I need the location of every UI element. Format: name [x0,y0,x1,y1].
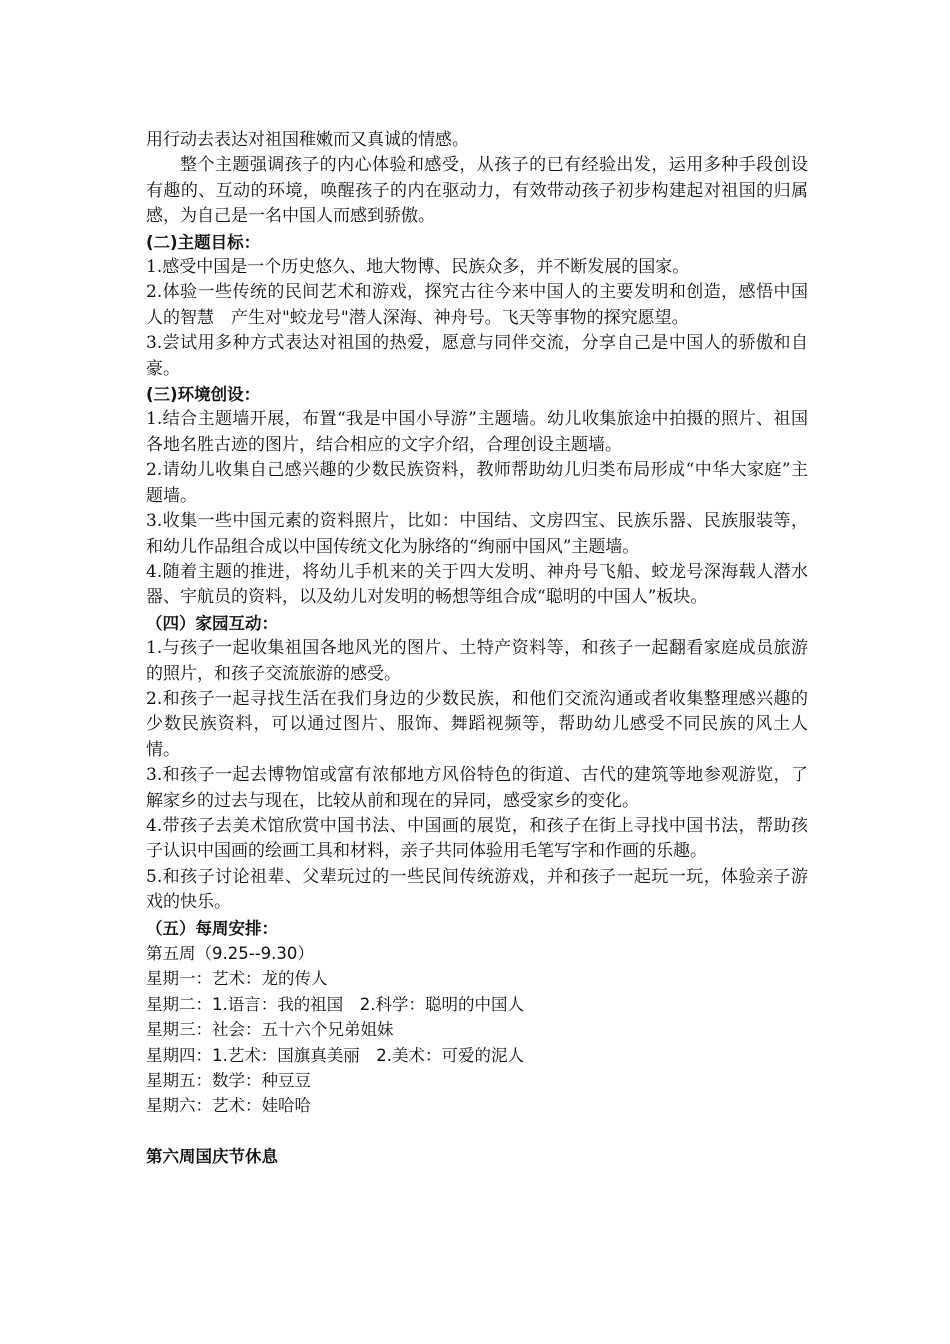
schedule-saturday: 星期六：艺术：娃哈哈 [146,1096,311,1116]
home-item-3: 3.和孩子一起去博物馆或富有浓郁地方风俗特色的街道、古代的建筑等地参观游览，了解家乡的过去与现在，比较从前和现在的异同，感受家乡的变化。 [146,765,808,811]
environment-heading: (三)环境创设： [146,385,261,405]
home-item-5: 5.和孩子讨论祖辈、父辈玩过的一些民间传统游戏，并和孩子一起玩一玩，体验亲子游戏的快乐。 [146,866,808,913]
schedule-tuesday: 星期二：1.语言：我的祖国 2.科学：聪明的中国人 [146,994,524,1014]
environment-item-2: 2.请幼儿收集自己感兴趣的少数民族资料，教师帮助幼儿归类布局形成“中华大家庭”主题墙。 [146,460,808,506]
spacer [146,1119,808,1144]
week5-title: 第五周（9.25--9.30） [146,944,314,963]
intro-line: 用行动去表达对祖国稚嫩而又真诚的情感。 [146,130,469,150]
goals-heading: (二)主题目标： [146,232,261,252]
environment-item-4: 4.随着主题的推进，将幼儿手机来的关于四大发明、神舟号飞船、蛟龙号深海载人潜水器、宇航员的资料，以及幼儿对发明的畅想等组合成“聪明的中国人”板块。 [146,561,808,608]
home-item-4: 4.带孩子去美术馆欣赏中国书法、中国画的展览，和孩子在街上寻找中国书法，帮助孩子认识中国画的绘画工具和材料，亲子共同体验用毛笔写字和作画的乐趣。 [146,815,808,862]
home-item-2: 2.和孩子一起寻找生活在我们身边的少数民族，和他们交流沟通或者收集整理感兴趣的少数民族资料，可以通过图片、服饰、舞蹈视频等，帮助幼儿感受不同民族的风土人情。 [146,688,808,760]
schedule-monday: 星期一：艺术：龙的传人 [146,969,328,989]
intro-paragraph: 整个主题强调孩子的内心体验和感受，从孩子的已有经验出发，运用多种手段创设有趣的、互动的环境，唤醒孩子的内在驱动力，有效带动孩子初步构建起对祖国的归属感，为自己是一名中国人而感到骄傲。 [146,155,808,227]
schedule-wednesday: 星期三：社会：五十六个兄弟姐妹 [146,1020,394,1040]
schedule-thursday: 星期四：1.艺术：国旗真美丽 2.美术：可爱的泥人 [146,1045,524,1065]
environment-item-1: 1.结合主题墙开展，布置“我是中国小导游”主题墙。幼儿收集旅途中拍摄的照片、祖国各地名胜古迹的图片，结合相应的文字介绍，合理创设主题墙。 [146,409,808,455]
schedule-friday: 星期五：数学：种豆豆 [146,1071,311,1091]
goal-item-3: 3.尝试用多种方式表达对祖国的热爱，愿意与同伴交流，分享自己是中国人的骄傲和自豪。 [146,333,808,379]
environment-item-3: 3.收集一些中国元素的资料照片，比如：中国结、文房四宝、民族乐器、民族服装等，和幼儿作品组合成以中国传统文化为脉络的“绚丽中国风”主题墙。 [146,511,808,557]
goal-item-1: 1.感受中国是一个历史悠久、地大物博、民族众多，并不断发展的国家。 [146,257,690,278]
week6-title: 第六周国庆节休息 [146,1146,278,1166]
home-heading: （四）家园互动： [146,613,278,633]
weekly-heading: （五）每周安排： [146,918,278,938]
home-item-1: 1.与孩子一起收集祖国各地风光的图片、土特产资料等，和孩子一起翻看家庭成员旅游的照片，和孩子交流旅游的感受。 [146,638,808,684]
document-page [146,128,808,1169]
goal-item-2: 2.体验一些传统的民间艺术和游戏，探究古往今来中国人的主要发明和创造，感悟中国人的智慧 产生对"蛟龙号"潜人深海、神舟号。飞天等事物的探究愿望。 [146,282,808,328]
